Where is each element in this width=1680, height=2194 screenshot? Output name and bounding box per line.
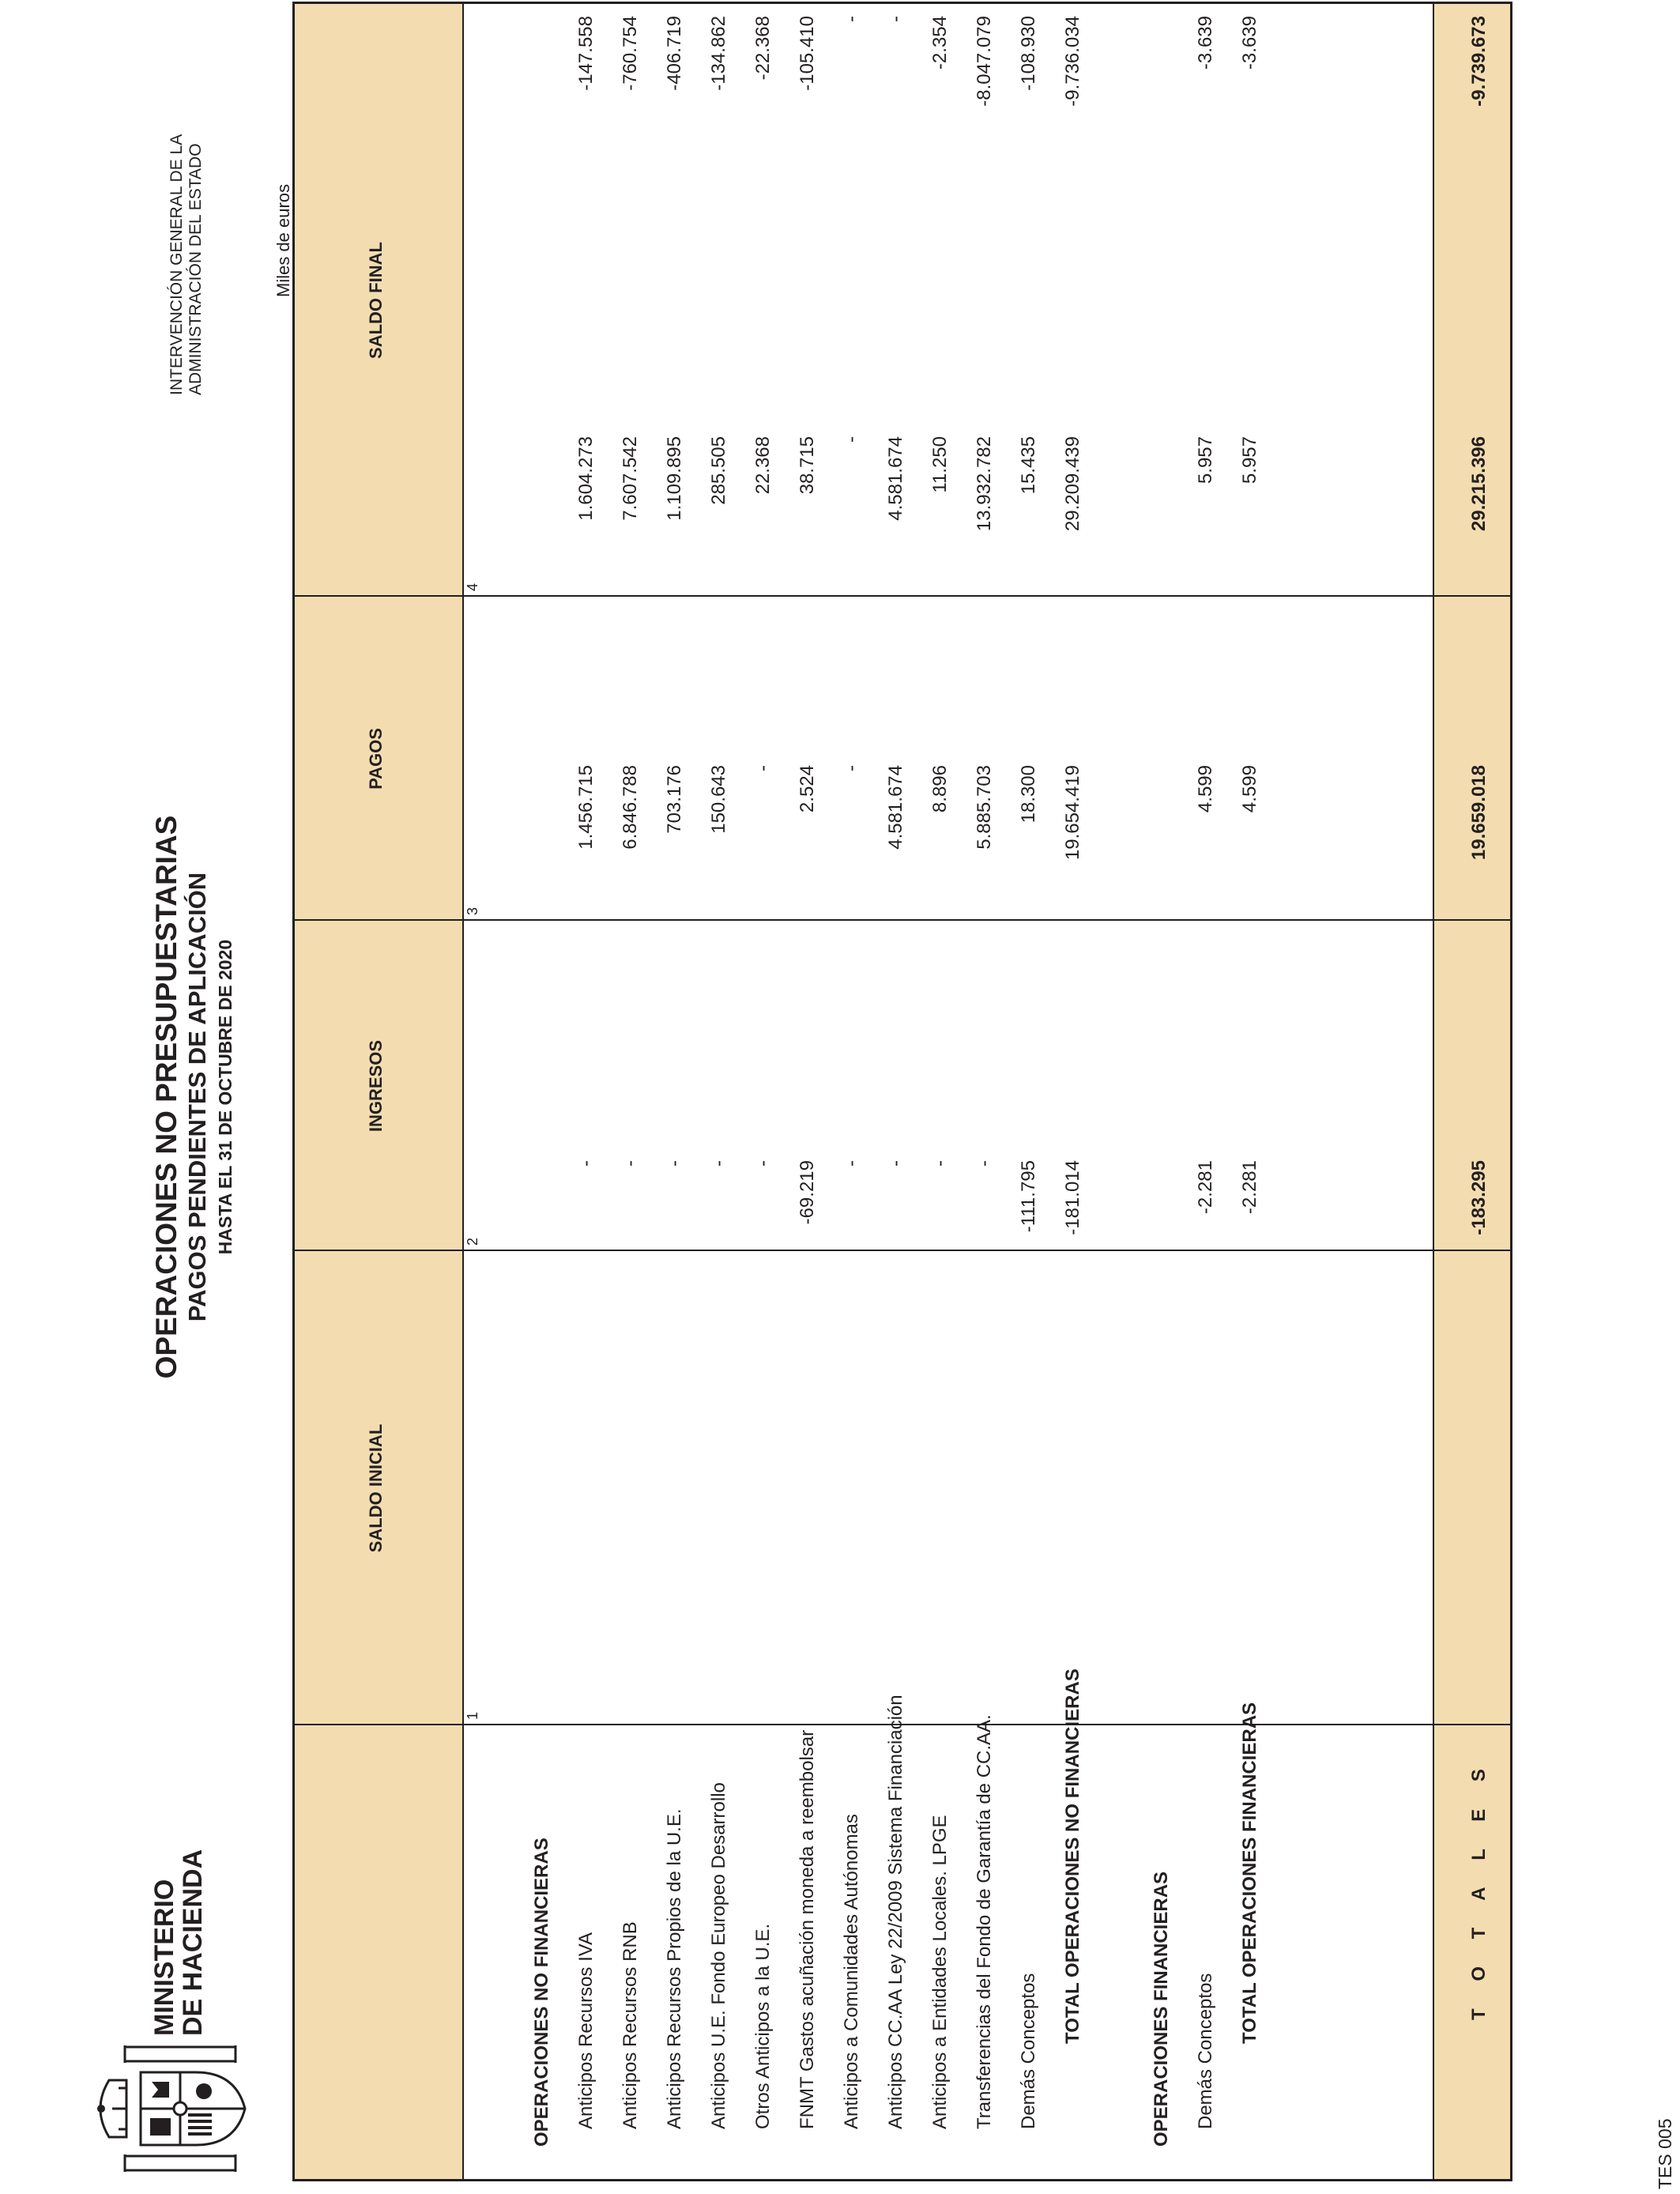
- column-header-saldo-inicial: SALDO INICIAL: [366, 1423, 386, 1553]
- totals-saldo-final: -9.739.673: [1468, 16, 1490, 107]
- table-cell: -: [620, 1160, 641, 1167]
- table-cell: 2.524: [797, 765, 818, 813]
- table-cell: 5.957: [1239, 436, 1260, 484]
- table-cell: 13.932.782: [974, 436, 995, 532]
- table-cell: -111.795: [1018, 1160, 1039, 1233]
- column-header-pagos: PAGOS: [366, 728, 386, 790]
- table-cell: 15.435: [1018, 436, 1039, 495]
- table-cell: 4.599: [1195, 765, 1216, 813]
- document-subtitle: PAGOS PENDIENTES DE APLICACIÓN: [183, 872, 211, 1322]
- table-cell: -: [575, 1160, 597, 1167]
- column-number: 1: [465, 1711, 480, 1720]
- row-label: Demás Conceptos: [1018, 1973, 1039, 2129]
- ministry-line-2: DE HACIENDA: [178, 1849, 208, 2036]
- table-cell: -8.047.079: [974, 16, 995, 107]
- row-label: Otros Anticipos a la U.E.: [752, 1923, 774, 2129]
- table-cell: 38.715: [797, 436, 818, 495]
- table-cell: -760.754: [620, 16, 641, 91]
- table-cell: 5.885.703: [974, 765, 995, 850]
- table-cell: -: [841, 436, 862, 443]
- table-cell: 4.581.674: [885, 765, 906, 850]
- table-cell: -105.410: [797, 16, 818, 91]
- table-cell: -147.558: [575, 16, 597, 91]
- table-cell: 1.456.715: [575, 765, 597, 850]
- units-note: Miles de euros: [273, 183, 293, 297]
- table-cell: -22.368: [752, 16, 774, 81]
- row-label: FNMT Gastos acuñación moneda a reembolsar: [797, 1729, 818, 2129]
- table-cell: -9.736.034: [1062, 16, 1083, 107]
- totals-pagos: 29.215.396: [1468, 436, 1490, 532]
- header-rule: [462, 4, 464, 2179]
- document-date-line: HASTA EL 31 DE OCTUBRE DE 2020: [215, 939, 235, 1255]
- table-cell: -2.281: [1195, 1160, 1216, 1215]
- totals-rule: [1433, 4, 1434, 2179]
- table-cell: 1.604.273: [575, 436, 597, 521]
- table-cell: 150.643: [708, 765, 729, 834]
- table-cell: 6.846.788: [620, 765, 641, 850]
- table-cell: -: [841, 16, 862, 22]
- table-cell: -: [929, 1160, 951, 1167]
- table-cell: -2.281: [1239, 1160, 1260, 1215]
- table-cell: -: [752, 765, 774, 771]
- table-cell: 285.505: [708, 436, 729, 505]
- org-line-1: INTERVENCIÓN GENERAL DE LA: [168, 134, 186, 395]
- table-cell: 5.957: [1195, 436, 1216, 484]
- subtotal-label: TOTAL OPERACIONES NO FINANCIERAS: [1062, 1668, 1083, 2044]
- table-cell: -: [752, 1160, 774, 1167]
- table-cell: 19.654.419: [1062, 765, 1083, 861]
- column-number: 2: [465, 1237, 480, 1246]
- row-label: Demás Conceptos: [1195, 1973, 1216, 2129]
- table-cell: -3.639: [1195, 16, 1216, 70]
- column-number: 4: [465, 582, 480, 591]
- table-cell: 4.599: [1239, 765, 1260, 813]
- table-cell: -: [885, 16, 906, 22]
- ministry-line-1: MINISTERIO: [149, 1879, 179, 2036]
- table-cell: -181.014: [1062, 1160, 1083, 1235]
- section-heading: OPERACIONES FINANCIERAS: [1151, 1871, 1172, 2147]
- row-label: Anticipos CC.AA Ley 22/2009 Sistema Financiación: [885, 1695, 906, 2129]
- table-cell: -134.862: [708, 16, 729, 91]
- column-number: 3: [465, 907, 480, 915]
- table-cell: 29.209.439: [1062, 436, 1083, 532]
- totals-label: T O T A L E S: [1468, 1758, 1490, 2020]
- table-cell: -: [885, 1160, 906, 1167]
- table-cell: -: [664, 1160, 685, 1167]
- table-cell: -: [841, 1160, 862, 1167]
- row-label: Anticipos Recursos IVA: [575, 1932, 597, 2129]
- totals-saldo-inicial: -183.295: [1468, 1160, 1490, 1235]
- section-heading: OPERACIONES NO FINANCIERAS: [531, 1838, 552, 2147]
- row-label: Transferencias del Fondo de Garantía de CC.AA.: [974, 1714, 995, 2129]
- table-cell: -69.219: [797, 1160, 818, 1225]
- row-label: Anticipos Recursos RNB: [620, 1921, 641, 2129]
- table-cell: -3.639: [1239, 16, 1260, 70]
- row-label: Anticipos Recursos Propios de la U.E.: [664, 1808, 685, 2129]
- table-cell: -406.719: [664, 16, 685, 91]
- totals-ingresos: 19.659.018: [1468, 765, 1490, 861]
- table-cell: -: [974, 1160, 995, 1167]
- table-cell: -108.930: [1018, 16, 1039, 91]
- table-cell: 703.176: [664, 765, 685, 834]
- subtotal-label: TOTAL OPERACIONES FINANCIERAS: [1239, 1702, 1260, 2044]
- table-cell: 22.368: [752, 436, 774, 495]
- table-cell: 18.300: [1018, 765, 1039, 824]
- form-code: TES 005: [1655, 2118, 1675, 2189]
- row-label: Anticipos U.E. Fondo Europeo Desarrollo: [708, 1782, 729, 2129]
- document-title: OPERACIONES NO PRESUPUESTARIAS: [150, 815, 183, 1379]
- column-header-saldo-final: SALDO FINAL: [366, 242, 386, 359]
- row-label: Anticipos a Entidades Locales. LPGE: [929, 1815, 951, 2129]
- table-cell: 1.109.895: [664, 436, 685, 521]
- table-cell: -2.354: [929, 16, 951, 70]
- table-cell: 8.896: [929, 765, 951, 813]
- table-cell: -: [841, 765, 862, 771]
- issuing-organization: [168, 134, 205, 395]
- row-label: Anticipos a Comunidades Autónomas: [841, 1814, 862, 2129]
- column-header-ingresos: INGRESOS: [366, 1039, 386, 1133]
- org-line-2: ADMINISTRACIÓN DEL ESTADO: [186, 143, 205, 395]
- table-cell: -: [708, 1160, 729, 1167]
- table-cell: 11.250: [929, 436, 951, 493]
- table-cell: 4.581.674: [885, 436, 906, 521]
- table-cell: 7.607.542: [620, 436, 641, 521]
